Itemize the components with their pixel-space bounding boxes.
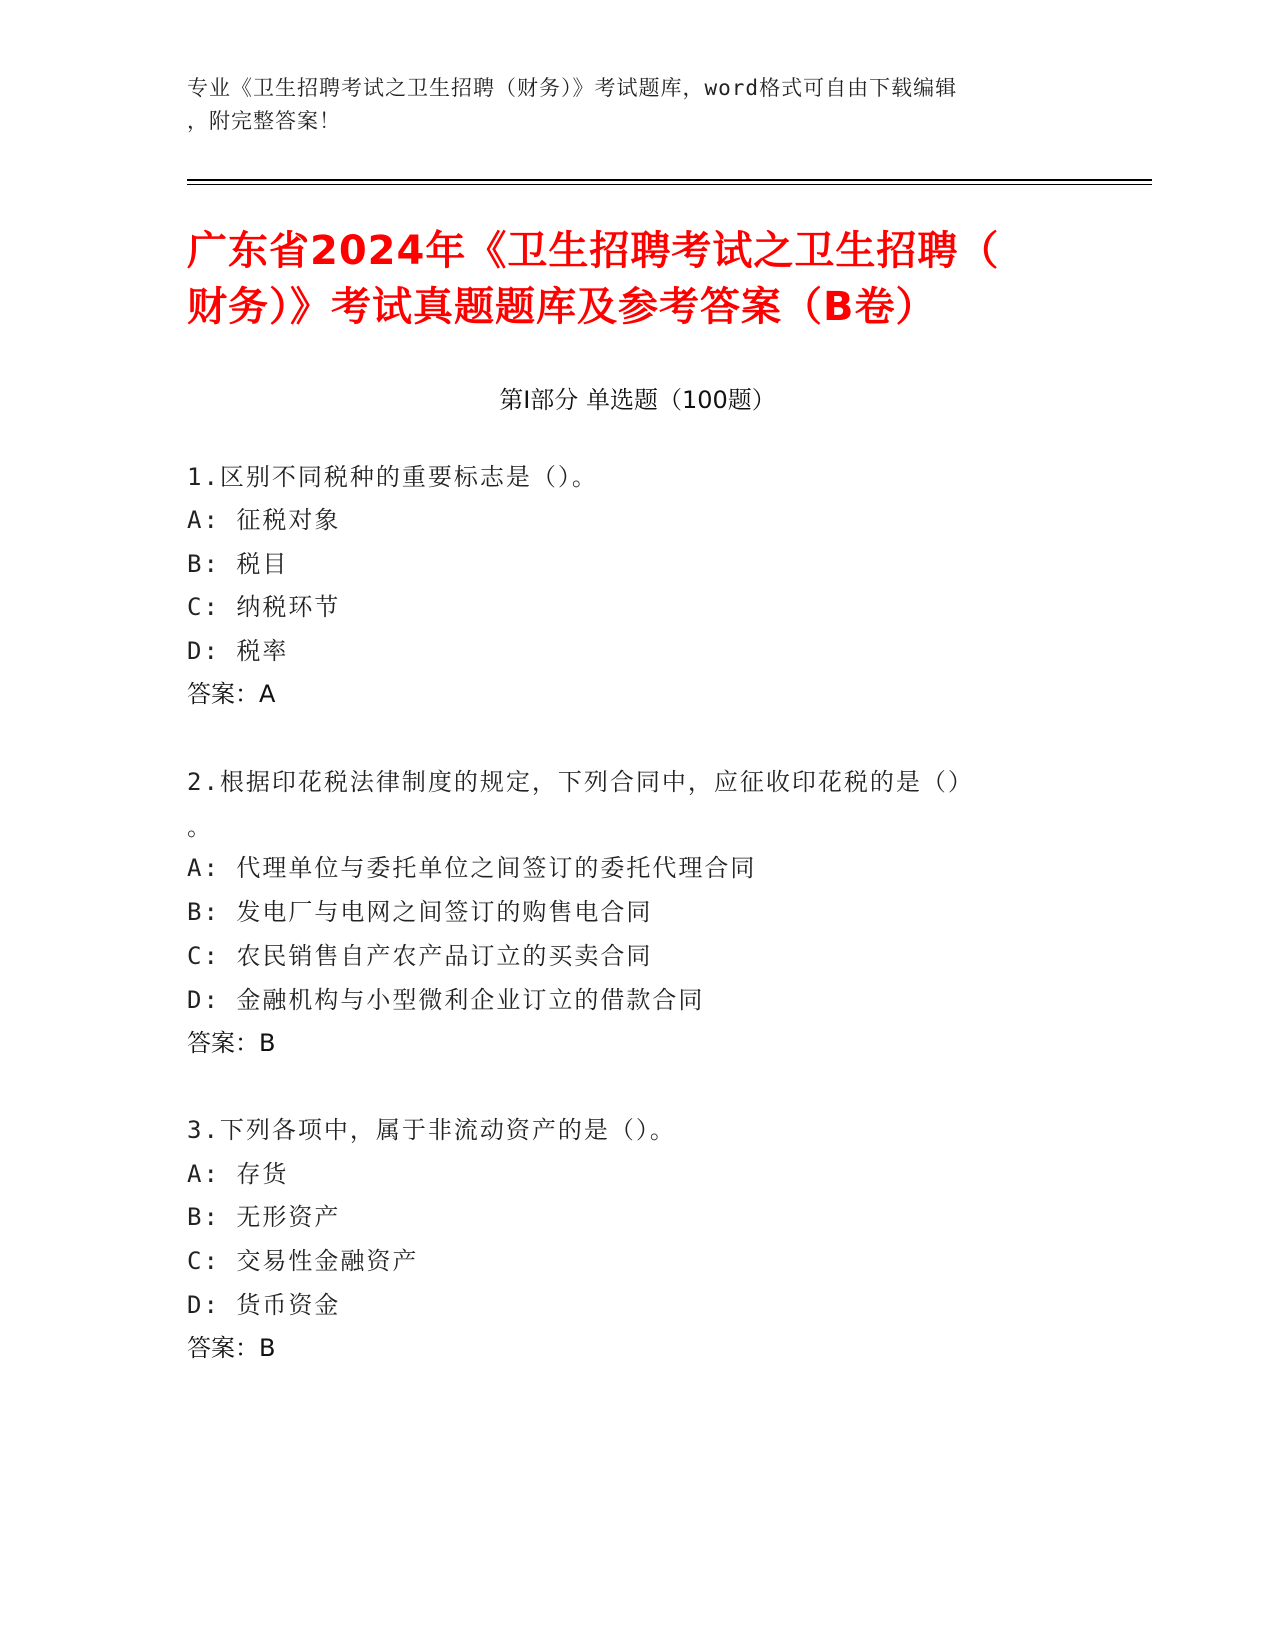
question-2-option-b: B: 发电厂与电网之间签订的购售电合同 [187,898,653,926]
question-3-option-a: A: 存货 [187,1160,289,1188]
document-title [187,223,1092,335]
question-2-answer: 答案：B [187,1029,276,1057]
header-note-line-1: 专业《卫生招聘考试之卫生招聘（财务）》考试题库，word格式可自由下载编辑 [187,76,958,100]
question-2-option-a: A: 代理单位与委托单位之间签订的委托代理合同 [187,854,757,882]
question-2-text: 2.根据印花税法律制度的规定，下列合同中，应征收印花税的是（） [187,768,974,796]
document-title-line-2: 财务）》考试真题题库及参考答案（B卷） [187,284,937,330]
document-title-line-1: 广东省2024年《卫生招聘考试之卫生招聘（ [187,228,1000,274]
question-3-option-d: D: 货币资金 [187,1291,341,1319]
question-3-answer: 答案：B [187,1334,276,1362]
question-3-option-b: B: 无形资产 [187,1203,341,1231]
question-1-answer: 答案：A [187,680,276,708]
question-2-option-c: C: 农民销售自产农产品订立的买卖合同 [187,942,653,970]
question-1-option-a: A: 征税对象 [187,506,341,534]
question-1-option-b: B: 税目 [187,550,289,578]
question-1-option-c: C: 纳税环节 [187,593,341,621]
question-1-text: 1.区别不同税种的重要标志是（）。 [187,463,598,491]
header-note [187,72,1087,138]
header-divider-thick [187,179,1152,181]
question-3-option-c: C: 交易性金融资产 [187,1247,419,1275]
section-title: 第I部分 单选题（100题） [499,386,776,414]
question-1-option-d: D: 税率 [187,637,289,665]
question-3-text: 3.下列各项中，属于非流动资产的是（）。 [187,1116,676,1144]
header-divider-thin [187,184,1152,185]
question-2-option-d: D: 金融机构与小型微利企业订立的借款合同 [187,986,705,1014]
header-note-line-2: ，附完整答案！ [187,109,341,133]
question-2-text-continued: 。 [187,813,211,841]
